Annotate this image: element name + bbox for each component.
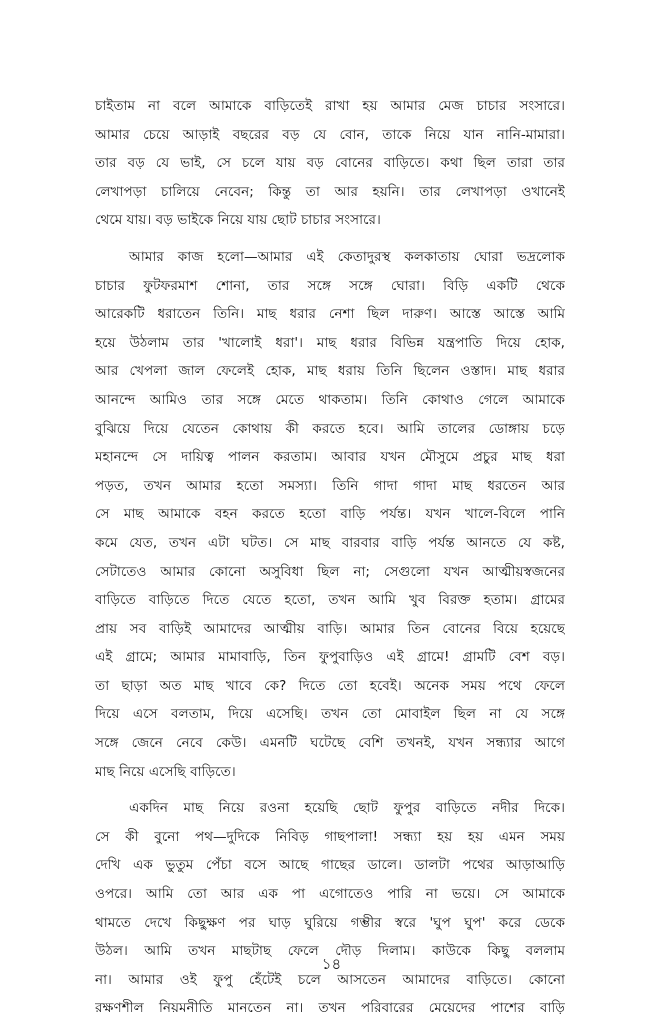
body-text xyxy=(95,92,565,1023)
text-line: রক্ষণশীল নিয়মনীতি মানতেন না। তখন পরিবারের মেয়েদের পাশের বাড়ি xyxy=(95,1000,565,1017)
text-line: মহানন্দে সে দায়িত্ব পালন করতাম। আবার যখন মৌসুমে প্রচুর মাছ ধরা xyxy=(95,449,565,466)
text-line: থেমে যায়। বড় ভাইকে নিয়ে যায় ছোট চাচার সংসারে। xyxy=(95,212,381,229)
text-line: আরেকটি ধরাতেন তিনি। মাছ ধরার নেশা ছিল দারুণ। আস্তে আস্তে আমি xyxy=(95,306,565,323)
text-line: কমে যেত, তখন এটা ঘটত। সে মাছ বারবার বাড়ি পর্যন্ত আনতে যে কষ্ট, xyxy=(95,534,565,551)
text-line: তার বড় যে ভাই, সে চলে যায় বড় বোনের বাড়িতে। কথা ছিল তারা তার xyxy=(95,155,565,172)
paragraph-1 xyxy=(95,92,565,235)
text-line: মাছ নিয়ে এসেছি বাড়িতে। xyxy=(95,763,236,780)
text-line: প্রায় সব বাড়িই আমাদের আত্মীয় বাড়ি। আমার তিন বোনের বিয়ে হয়েছে xyxy=(95,620,565,637)
text-line: দেখি এক ভুতুম পেঁচা বসে আছে গাছের ডালে। ডালটা পথের আড়াআড়ি xyxy=(95,857,565,874)
text-line: সে মাছ আমাকে বহন করতে হতো বাড়ি পর্যন্ত। যখন খালে-বিলে পানি xyxy=(95,506,565,523)
text-line: দিয়ে এসে বলতাম, দিয়ে এসেছি। তখন তো মোবাইল ছিল না যে সঙ্গে xyxy=(95,706,565,723)
text-line: হয়ে উঠলাম তার 'খালোই ধরা'। মাছ ধরার বিভিন্ন যন্ত্রপাতি দিয়ে হোক, xyxy=(95,334,565,351)
text-line: বুঝিয়ে দিয়ে যেতেন কোথায় কী করতে হবে। আমি তালের ডোঙ্গায় চড়ে xyxy=(95,420,565,437)
text-line: থামতে দেখে কিছুক্ষণ পর ঘাড় ঘুরিয়ে গম্ভীর স্বরে 'ঘুপ ঘুপ' করে ডেকে xyxy=(95,914,565,931)
text-line: সে কী বুনো পথ—দুদিকে নিবিড় গাছপালা! সন্ধ্যা হয় হয় এমন সময় xyxy=(95,828,565,845)
text-line: লেখাপড়া চালিয়ে নেবেন; কিন্তু তা আর হয়নি। তার লেখাপড়া ওখানেই xyxy=(95,183,565,200)
text-line: সেটাতেও আমার কোনো অসুবিধা ছিল না; সেগুলো যখন আত্মীয়স্বজনের xyxy=(95,563,565,580)
paragraph-2 xyxy=(95,243,565,786)
text-line: উঠল। আমি তখন মাছটাছ ফেলে দৌড় দিলাম। কাউকে কিছু বললাম xyxy=(95,943,565,960)
text-line: একদিন মাছ নিয়ে রওনা হয়েছি ছোট ফুপুর বাড়িতে নদীর দিকে। xyxy=(129,800,565,817)
page-number: ১৪ xyxy=(321,955,342,973)
text-line: সঙ্গে জেনে নেবে কেউ। এমনটি ঘটেছে বেশি তখনই, যখন সন্ধ্যার আগে xyxy=(95,735,565,752)
text-line: আমার চেয়ে আড়াই বছরের বড় যে বোন, তাকে নিয়ে যান নানি-মামারা। xyxy=(95,126,565,143)
text-line: আর খেপলা জাল ফেলেই হোক, মাছ ধরায় তিনি ছিলেন ওস্তাদ। মাছ ধরার xyxy=(95,363,565,380)
text-line: বাড়িতে বাড়িতে দিতে যেতে হতো, তখন আমি খুব বিরক্ত হতাম। গ্রামের xyxy=(95,592,565,609)
text-line: পড়ত, তখন আমার হতো সমস্যা। তিনি গাদা গাদা মাছ ধরতেন আর xyxy=(95,477,565,494)
text-line: চাইতাম না বলে আমাকে বাড়িতেই রাখা হয় আমার মেজ চাচার সংসারে। xyxy=(95,98,565,114)
text-line: এই গ্রামে; আমার মামাবাড়ি, তিন ফুপুবাড়িও এই গ্রামে! গ্রামটি বেশ বড়। xyxy=(95,649,565,666)
text-line: না। আমার ওই ফুপু হেঁটেই চলে আসতেন আমাদের বাড়িতে। কোনো xyxy=(95,971,565,988)
text-line: আমার কাজ হলো—আমার এই কেতাদুরস্থ কলকাতায় ঘোরা ভদ্রলোক xyxy=(129,248,565,265)
text-line: চাচার ফুটফরমাশ শোনা, তার সঙ্গে সঙ্গে ঘোরা। বিড়ি একটি থেকে xyxy=(95,277,565,294)
paragraph-3 xyxy=(95,794,565,1023)
text-line: তা ছাড়া অত মাছ খাবে কে? দিতে তো হবেই। অনেক সময় পথে ফেলে xyxy=(95,677,565,694)
text-line: ওপরে। আমি তো আর এক পা এগোতেও পারি না ভয়ে। সে আমাকে xyxy=(95,886,565,903)
text-line: আনন্দে আমিও তার সঙ্গে মেতে থাকতাম। তিনি কোথাও গেলে আমাকে xyxy=(95,391,565,408)
